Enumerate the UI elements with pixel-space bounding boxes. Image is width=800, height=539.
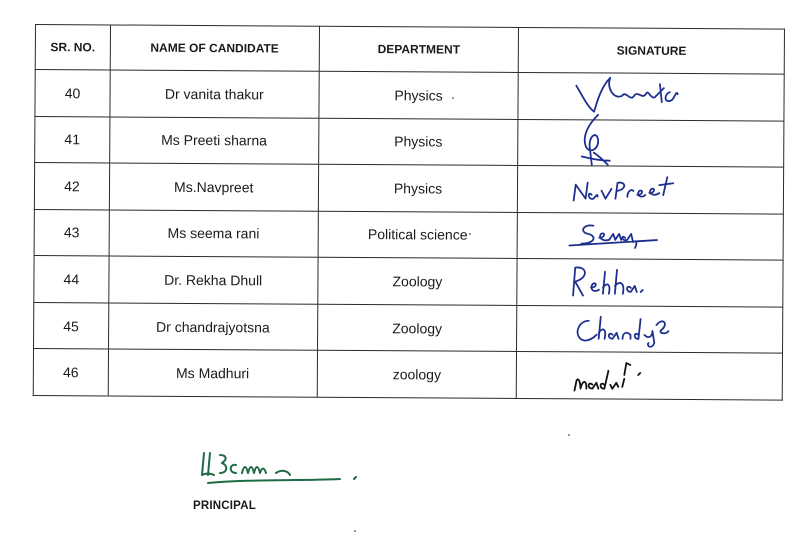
table-row bbox=[33, 349, 782, 400]
handwritten-signature bbox=[517, 352, 782, 399]
sr-no-cell: 44 bbox=[34, 256, 109, 303]
name-cell: Ms Preeti sharna bbox=[110, 117, 319, 165]
table-row bbox=[34, 163, 783, 214]
header-department: DEPARTMENT bbox=[319, 26, 519, 72]
table-row bbox=[34, 256, 783, 307]
name-cell: Ms seema rani bbox=[109, 210, 318, 258]
sr-no-cell: 42 bbox=[34, 163, 109, 210]
handwritten-signature bbox=[518, 166, 783, 213]
department-cell: Physics bbox=[318, 164, 518, 212]
principal-signature bbox=[190, 445, 370, 495]
paper-speck bbox=[469, 233, 471, 235]
department-cell: Zoology bbox=[317, 257, 517, 305]
header-signature: SIGNATURE bbox=[519, 27, 785, 74]
table-header-row bbox=[35, 25, 784, 75]
sr-no-cell: 41 bbox=[35, 116, 110, 163]
department-cell: Physics bbox=[319, 71, 519, 119]
table-row bbox=[34, 209, 783, 260]
header-sr-no: SR. NO. bbox=[35, 25, 110, 70]
paper-speck bbox=[568, 434, 570, 436]
paper-speck bbox=[354, 530, 356, 532]
paper-speck bbox=[452, 97, 454, 99]
signature-cell bbox=[517, 305, 783, 353]
sr-no-cell: 43 bbox=[34, 209, 109, 256]
department-cell: Zoology bbox=[317, 304, 517, 352]
table-row bbox=[35, 116, 784, 167]
principal-label: PRINCIPAL bbox=[193, 500, 256, 512]
sr-no-cell: 46 bbox=[33, 349, 108, 396]
handwritten-signature bbox=[519, 120, 784, 167]
name-cell: Dr vanita thakur bbox=[110, 70, 319, 118]
name-cell: Dr. Rekha Dhull bbox=[109, 256, 318, 304]
sr-no-cell: 40 bbox=[35, 70, 110, 117]
signature-cell bbox=[517, 352, 783, 400]
table-row bbox=[35, 70, 784, 121]
department-cell: Political science bbox=[318, 211, 518, 259]
signature-cell bbox=[518, 119, 784, 167]
signature-cell bbox=[517, 212, 783, 260]
table-row bbox=[34, 302, 783, 353]
sr-no-cell: 45 bbox=[34, 302, 109, 349]
department-cell: zoology bbox=[317, 351, 517, 399]
department-cell: Physics bbox=[318, 118, 518, 166]
name-cell: Ms Madhuri bbox=[108, 349, 317, 397]
signature-cell bbox=[518, 72, 784, 120]
handwritten-signature bbox=[517, 306, 782, 353]
name-cell: Dr chandrajyotsna bbox=[108, 303, 317, 351]
attendance-table bbox=[33, 24, 785, 401]
handwritten-signature bbox=[519, 73, 784, 120]
handwritten-signature bbox=[518, 213, 783, 260]
handwritten-signature bbox=[518, 259, 783, 306]
signature-cell bbox=[517, 259, 783, 307]
header-name: NAME OF CANDIDATE bbox=[110, 25, 319, 71]
signature-cell bbox=[518, 166, 784, 214]
name-cell: Ms.Navpreet bbox=[109, 163, 318, 211]
